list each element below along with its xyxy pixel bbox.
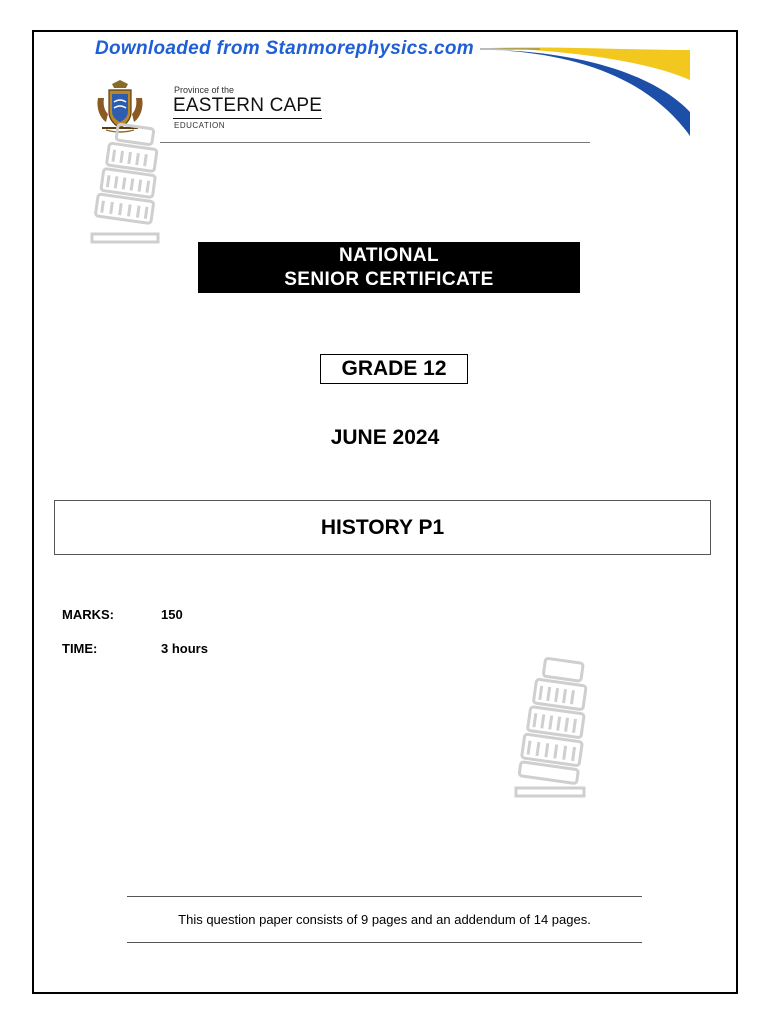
header-swoosh-graphic — [480, 40, 692, 140]
footer-divider-top — [127, 896, 642, 897]
certificate-title-line2: SENIOR CERTIFICATE — [284, 269, 494, 290]
logo-province-name: EASTERN CAPE — [173, 95, 322, 119]
marks-label: MARKS: — [62, 607, 114, 622]
page-count-note: This question paper consists of 9 pages and an addendum of 14 pages. — [178, 912, 591, 927]
logo-province-label: Province of the — [174, 85, 235, 95]
marks-value: 150 — [161, 607, 183, 622]
certificate-title-banner — [198, 242, 580, 293]
logo-department-label: EDUCATION — [174, 121, 226, 130]
exam-date: JUNE 2024 — [330, 426, 440, 449]
time-value: 3 hours — [161, 641, 208, 656]
time-label: TIME: — [62, 641, 98, 656]
certificate-title-line1: NATIONAL — [339, 245, 439, 266]
leaning-tower-watermark-icon — [88, 122, 168, 246]
grade-label: GRADE 12 — [320, 354, 468, 384]
header-divider — [160, 142, 590, 143]
source-watermark-link[interactable]: Downloaded from Stanmorephysics.com — [95, 38, 474, 59]
footer-divider-bottom — [127, 942, 642, 943]
subject-title: HISTORY P1 — [54, 500, 711, 555]
leaning-tower-watermark-icon — [512, 656, 596, 800]
